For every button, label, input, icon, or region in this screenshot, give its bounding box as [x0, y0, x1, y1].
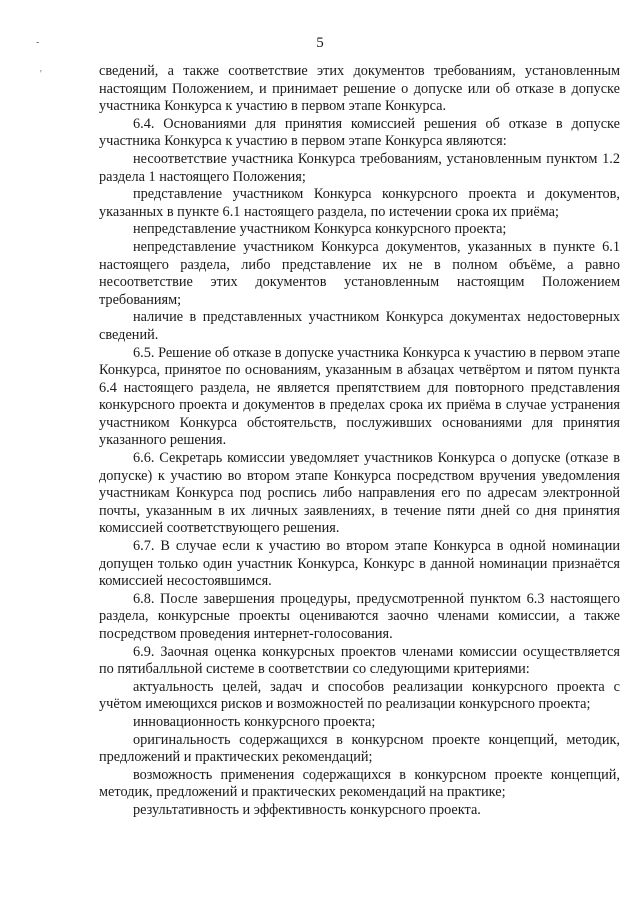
- paragraph: непредставление участником Конкурса конкурсного проекта;: [133, 221, 507, 238]
- scan-mark: -: [36, 37, 40, 48]
- paragraph: сведений, а также соответствие этих документов требованиям, установленным настоящим Положением, и принимает решение о допуске или об отказе в допуске участника Конкурса к участию в первом этапе Конкурса.: [99, 63, 620, 115]
- paragraph: возможность применения содержащихся в конкурсном проекте концепций, методик, предложений и практических рекомендаций на практике;: [99, 766, 620, 801]
- paragraph: 6.8. После завершения процедуры, предусмотренной пунктом 6.3 настоящего раздела, конкурсные проекты оцениваются заочно членами комиссии, а также посредством проведения интернет-голосования.: [99, 590, 620, 642]
- scan-mark: ': [40, 69, 42, 80]
- paragraph: 6.7. В случае если к участию во втором этапе Конкурса в одной номинации допущен только один участник Конкурса, Конкурс в данной номинации признаётся комиссией несостоявшимся.: [99, 538, 620, 590]
- paragraph: 6.9. Заочная оценка конкурсных проектов членами комиссии осуществляется по пятибалльной системе в соответствии со следующими критериями:: [99, 643, 620, 678]
- paragraph: непредставление участником Конкурса документов, указанных в пункте 6.1 настоящего раздела, либо представление их не в полном объёме, а равно несоответствие этих документов установленным настоящим Положением требованиям;: [99, 238, 620, 308]
- paragraph: инновационность конкурсного проекта;: [133, 713, 376, 730]
- paragraph: 6.6. Секретарь комиссии уведомляет участников Конкурса о допуске (отказе в допуске) к участию во втором этапе Конкурса посредством вручения уведомления участникам Конкурса под роспись либо направления его по адресам электронной почты, указанным в их личных заявлениях, в течение пяти дней со дня принятия комиссией соответствующего решения.: [99, 450, 620, 537]
- paragraph: представление участником Конкурса конкурсного проекта и документов, указанных в пункте 6.1 настоящего раздела, по истечении срока их приёма;: [99, 186, 620, 220]
- paragraph: несоответствие участника Конкурса требованиям, установленным пунктом 1.2 раздела 1 настоящего Положения;: [99, 150, 620, 185]
- paragraph: 6.4. Основаниями для принятия комиссией решения об отказе в допуске участника Конкурса к участию в первом этапе Конкурса являются:: [99, 115, 620, 150]
- paragraph: 6.5. Решение об отказе в допуске участника Конкурса к участию в первом этапе Конкурса, принятое по основаниям, указанным в абзацах четвёртом и пятом пункта 6.4 настоящего раздела, не является препятствием для повторного представления конкурсного проекта и документов в пределах срока их приёма в случае устранения участником Конкурса обстоятельств, послуживших основаниями для принятия указанного решения.: [99, 344, 620, 449]
- paragraph: оригинальность содержащихся в конкурсном проекте концепций, методик, предложений и практических рекомендаций;: [99, 731, 620, 766]
- page-number: 5: [316, 35, 324, 51]
- paragraph: актуальность целей, задач и способов реализации конкурсного проекта с учётом имеющихся рисков и возможностей по реализации конкурсного проекта;: [99, 678, 620, 713]
- document-body: [99, 63, 620, 820]
- paragraph: наличие в представленных участником Конкурса документах недостоверных сведений.: [99, 309, 620, 343]
- paragraph: результативность и эффективность конкурсного проекта.: [133, 801, 481, 818]
